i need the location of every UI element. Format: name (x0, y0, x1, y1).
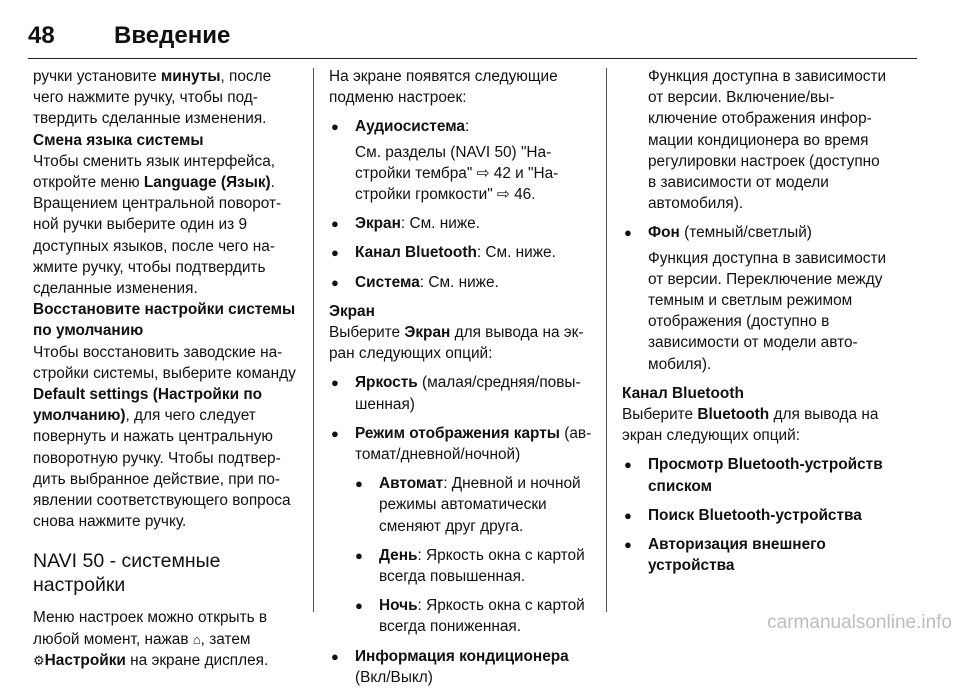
paragraph: Чтобы сменить язык интерфейса, откройте меню Language (Язык). Вращением центральной поворотной ручки выберите один из 9 доступных языков, после чего нажмите ручку, чтобы подтвердить сделанные изменения. (33, 152, 282, 298)
list-item: ● Экран: См. ниже. (329, 213, 595, 234)
list-item-detail: См. разделы (NAVI 50) "Настройки тембра" ⇨ 42 и "Настройки громкости" ⇨ 46. (355, 143, 559, 204)
list-item: ● Яркость (малая/средняя/повышенная) (329, 372, 595, 414)
gear-icon: ⚙ (33, 652, 45, 668)
paragraph: Выберите Bluetooth для вывода на экран следующих опций: (622, 406, 879, 445)
list-item: ● Фон (темный/светлый) Функция доступна в зависимости от версии. Переключение между темным и светлым режимом отображения (доступно в зависимости от модели автомобиля). (622, 222, 892, 374)
list-item-detail: Функция доступна в зависимости от версии. Переключение между темным и светлым режимом отображения (доступно в зависимости от модели автомобиля). (648, 249, 887, 373)
column-divider (313, 68, 314, 612)
list-item: ● Аудиосистема: См. разделы (NAVI 50) "Настройки тембра" ⇨ 42 и "Настройки громкости" ⇨ 46. (329, 116, 595, 205)
section-heading-screen: Экран (329, 302, 375, 320)
column-divider (606, 68, 607, 612)
column-2 (329, 66, 595, 696)
paragraph: На экране появятся следующие подменю настроек: (329, 68, 558, 107)
list-item: ● Канал Bluetooth: См. ниже. (329, 242, 595, 263)
list-item: ● Система: См. ниже. (329, 272, 595, 293)
page-title: Введение (114, 22, 231, 49)
list-item: ● Просмотр Bluetooth-устройств списком (622, 454, 892, 496)
paragraph: ручки установите минуты, после чего нажмите ручку, чтобы подтвердить сделанные изменения. (33, 68, 272, 128)
paragraph: Чтобы восстановить заводские настройки системы, выберите команду Default settings (Настройки по умолчанию), для чего следует повернуть и нажать центральную поворотную ручку. Чтобы подтвердить выбранное действие, при появлении соответствующего вопроса снова нажмите ручку. (33, 343, 296, 531)
watermark: carmanualsonline.info (767, 612, 952, 633)
list-item: ● Информация кондиционера (Вкл/Выкл) (329, 646, 595, 688)
section-heading-language: Смена языка системы (33, 131, 204, 149)
column-1 (33, 66, 298, 671)
list-item: ● Ночь: Яркость окна с картой всегда пониженная. (353, 595, 595, 637)
paragraph: Выберите Экран для вывода на экран следующих опций: (329, 324, 584, 363)
home-icon: ⌂ (192, 631, 201, 647)
list-item: ● Режим отображения карты (автомат/дневной/ночной) (329, 423, 595, 465)
paragraph: Функция доступна в зависимости от версии. Включение/выключение отображения информации кондиционера во время регулировки настроек (доступно в зависимости от модели автомобиля). (648, 68, 887, 213)
section-heading-bluetooth: Канал Bluetooth (622, 384, 744, 402)
paragraph: Меню настроек можно открыть в любой момент, нажав ⌂, затем ⚙Настройки на экране дисплея. (33, 607, 298, 671)
column-3 (622, 66, 892, 584)
page-header (28, 22, 917, 59)
page-number: 48 (28, 22, 55, 49)
list-item: ● Поиск Bluetooth-устройства (622, 505, 892, 526)
list-item: ● Авторизация внешнего устройства (622, 534, 892, 576)
list-item: ● День: Яркость окна с картой всегда повышенная. (353, 545, 595, 587)
list-item: ● Автомат: Дневной и ночной режимы автоматически сменяют друг друга. (353, 473, 595, 537)
section-heading-navi50: NAVI 50 - системные настройки (33, 550, 221, 597)
section-heading-restore-defaults: Восстановите настройки системы по умолчанию (33, 301, 296, 340)
